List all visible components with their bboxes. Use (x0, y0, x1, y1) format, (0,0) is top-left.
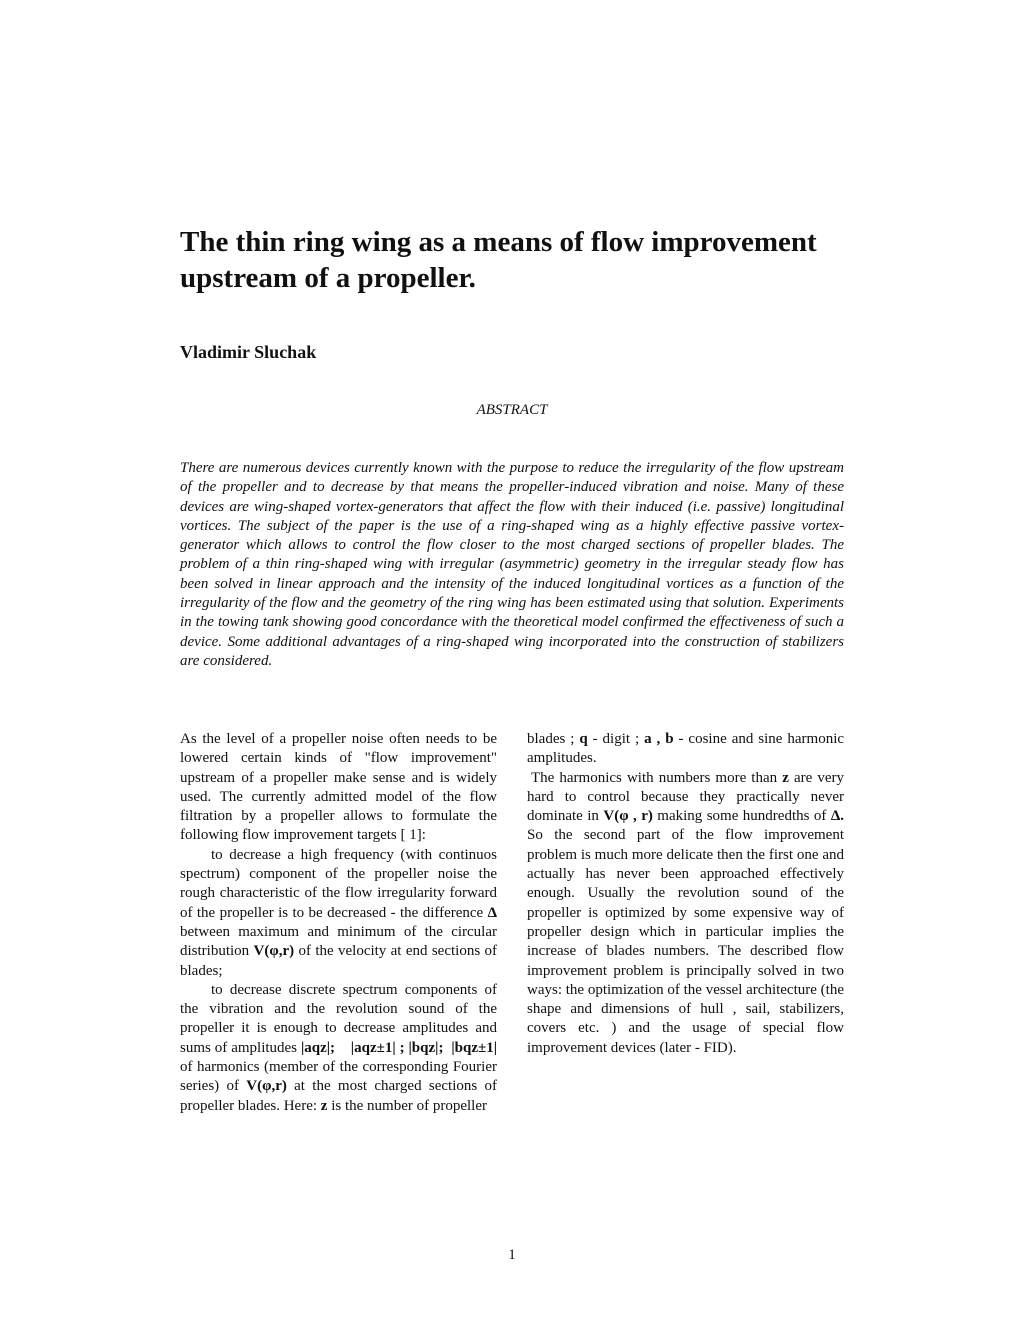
paragraph (527, 730, 844, 769)
text-run: to decrease discrete spectrum components of the vibration and the revolution sound of the propeller it is enough to decrease amplitudes and sums of amplitudes (180, 981, 497, 1056)
paragraph (180, 981, 497, 1116)
text-run: between maximum and minimum of the circular distribution (180, 923, 497, 960)
text-run: - cosine and sine harmonic amplitudes. (527, 731, 845, 767)
text-run: is the number of propeller (327, 1097, 487, 1114)
text-run: making some hundredths of (652, 808, 831, 825)
paragraph: As the level of a propeller noise often needs to be lowered certain kinds of "flow improvement" upstream of a propeller make sense and is widely used. The currently admitted model of the flow filtration by a propeller allows to formulate the following flow improvement targets [ 1]: (180, 731, 497, 844)
text-run: - digit ; (587, 731, 645, 747)
amplitude-symbol: |bqz±1| (451, 1039, 498, 1056)
text-run: are very hard to control because they practically never dominate in (527, 769, 844, 825)
velocity-function: V(φ,r) (246, 1078, 287, 1095)
delta-symbol: Δ. (830, 808, 844, 825)
velocity-function: V(φ,r) (253, 943, 295, 960)
text-run: at the most charged sections of propeller blades. Here: (180, 1078, 497, 1114)
author-name: Vladimir Sluchak (180, 342, 317, 362)
q-symbol: q (579, 731, 588, 747)
text-run: The harmonics with numbers more than (531, 769, 783, 786)
text-run: of the velocity at end sections of blades; (180, 943, 497, 979)
paragraph (180, 846, 497, 981)
text-run: So the second part of the flow improvement problem is much more delicate then the first one and actually has never been approached effectively enough. Usually the revolution sound of the propeller is optimized by some expensive way of propeller design which in particular implies the increase of blades numbers. The described flow improvement problem is principally solved in two ways: the optimization of the vessel architecture (the shape and dimensions of hull , sail, stabilizers, covers etc. ) and the usage of special flow improvement devices (later - FID). (527, 827, 844, 1056)
text-run: to decrease a high frequency (with continuos spectrum) component of the propeller noise the rough characteristic of the flow irregularity forward of the propeller is to be decreased - the difference (180, 846, 497, 921)
z-symbol: z (320, 1097, 328, 1114)
velocity-function: V(φ , r) (603, 808, 653, 825)
right-column (527, 730, 844, 1058)
text-run: of harmonics (member of the corresponding Fourier series) of (180, 1059, 497, 1095)
delta-symbol: Δ (487, 904, 497, 921)
page-number: 1 (508, 1247, 516, 1263)
paragraph (527, 769, 844, 1058)
paper-title: The thin ring wing as a means of flow improvement upstream of a propeller. (180, 226, 817, 294)
amplitude-symbol: |bqz|; (408, 1039, 444, 1056)
text-run: blades ; (527, 731, 580, 747)
z-symbol: z (782, 769, 789, 786)
amplitude-symbol: |aqz±1| ; (350, 1039, 405, 1056)
abstract-text: There are numerous devices currently known with the purpose to reduce the irregularity of the flow upstream of the propeller and to decrease by that means the propeller-induced vibration and noise. Many of these devices are wing-shaped vortex-generators that affect the flow with their induced (i.e. passive) longitudinal vortices. The subject of the paper is the use of a ring-shaped wing as a highly effective passive vortex-generator which allows to control the flow closer to the most charged sections of propeller blades. The problem of a thin ring-shaped wing with irregular (asymmetric) geometry in the irregular steady flow has been solved in linear approach and the intensity of the induced longitudinal vortices as a function of the irregularity of the flow and the geometry of the ring wing has been estimated using that solution. Experiments in the towing tank showing good concordance with the theoretical model confirmed the effectiveness of such a device. Some additional advantages of a ring-shaped wing incorporated into the construction of stabilizers are considered. (180, 460, 844, 669)
amplitude-symbol: |aqz|; (300, 1039, 336, 1056)
ab-symbol: a , b (644, 731, 674, 747)
abstract-heading: ABSTRACT (476, 402, 548, 418)
left-column (180, 730, 497, 1116)
